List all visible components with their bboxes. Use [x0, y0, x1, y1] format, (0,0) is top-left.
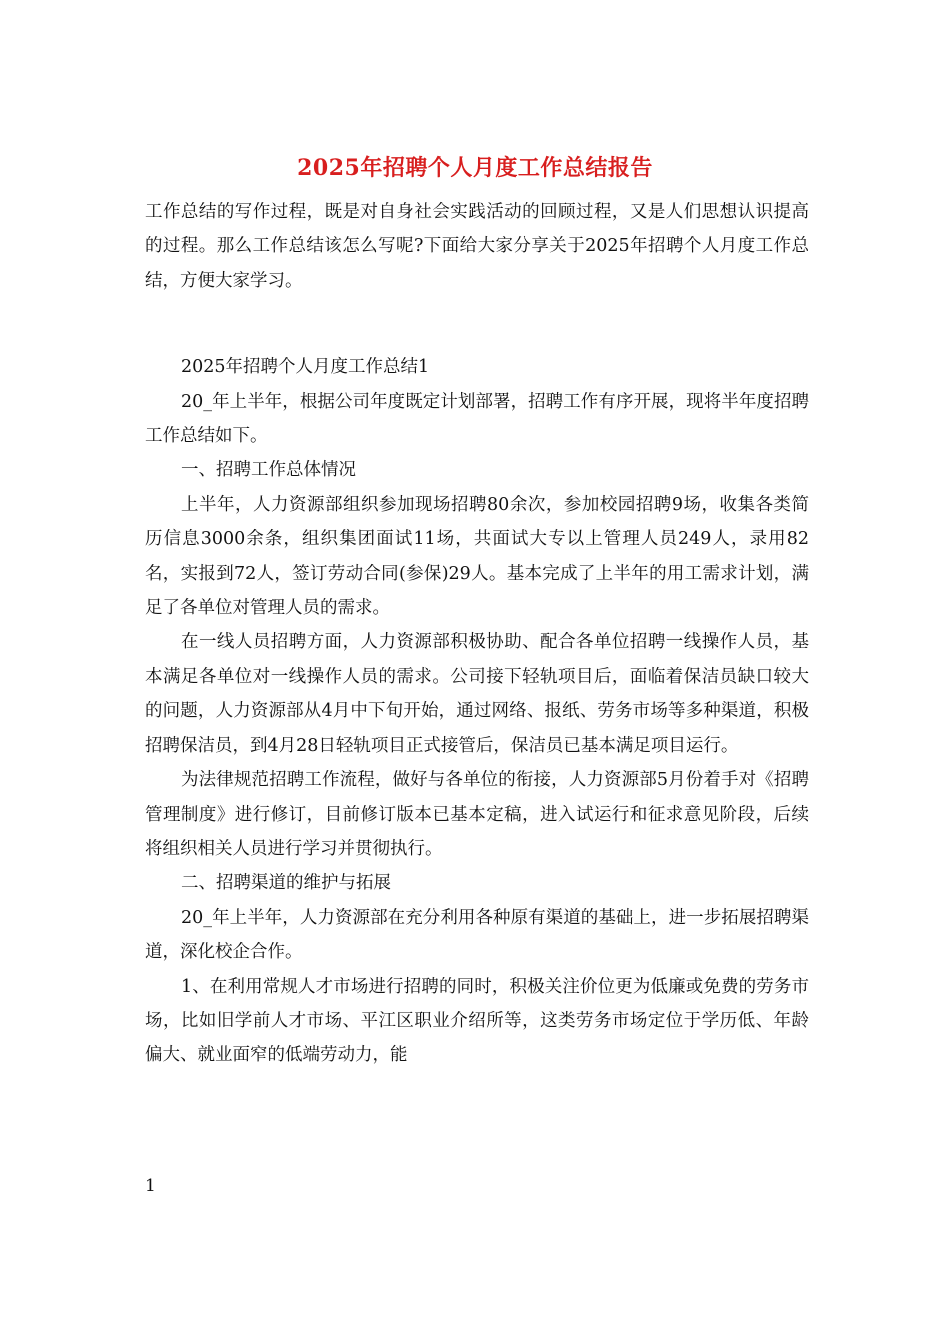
body-paragraph: 上半年，人力资源部组织参加现场招聘80余次，参加校园招聘9场，收集各类简历信息3000余条，组织集团面试11场，共面试大专以上管理人员249人，录用82名，实报到72人，签订劳动合同(参保)29人。基本完成了上半年的用工需求计划，满足了各单位对管理人员的需求。 [145, 494, 809, 619]
body-paragraph: 1、在利用常规人才市场进行招聘的同时，积极关注价位更为低廉或免费的劳务市场，比如旧学前人才市场、平江区职业介绍所等，这类劳务市场定位于学历低、年龄偏大、就业面窄的低端劳动力，能 [145, 976, 809, 1066]
intro-paragraph: 工作总结的写作过程，既是对自身社会实践活动的回顾过程，又是人们思想认识提高的过程。那么工作总结该怎么写呢?下面给大家分享关于2025年招聘个人月度工作总结，方便大家学习。 [145, 202, 809, 291]
document-title: 2025年招聘个人月度工作总结报告 [297, 155, 653, 181]
body-paragraph: 在一线人员招聘方面，人力资源部积极协助、配合各单位招聘一线操作人员，基本满足各单位对一线操作人员的需求。公司接下轻轨项目后，面临着保洁员缺口较大的问题，人力资源部从4月中下旬开始，通过网络、报纸、劳务市场等多种渠道，积极招聘保洁员，到4月28日轻轨项目正式接管后，保洁员已基本满足项目运行。 [145, 632, 809, 756]
body-paragraph: 20_年上半年，人力资源部在充分利用各种原有渠道的基础上，进一步拓展招聘渠道，深化校企合作。 [145, 907, 809, 963]
body-paragraph: 为法律规范招聘工作流程，做好与各单位的衔接，人力资源部5月份着手对《招聘管理制度》进行修订，目前修订版本已基本定稿，进入试运行和征求意见阶段，后续将组织相关人员进行学习并贯彻执行。 [145, 770, 809, 859]
document-body [145, 195, 809, 1073]
subsection-heading: 一、招聘工作总体情况 [181, 460, 356, 481]
page-number: 1 [145, 1176, 156, 1196]
subsection-heading: 二、招聘渠道的维护与拓展 [181, 873, 391, 894]
body-paragraph: 20_年上半年，根据公司年度既定计划部署，招聘工作有序开展，现将半年度招聘工作总结如下。 [145, 391, 809, 447]
paragraph-gap [145, 298, 809, 350]
section-heading: 2025年招聘个人月度工作总结1 [181, 357, 430, 378]
